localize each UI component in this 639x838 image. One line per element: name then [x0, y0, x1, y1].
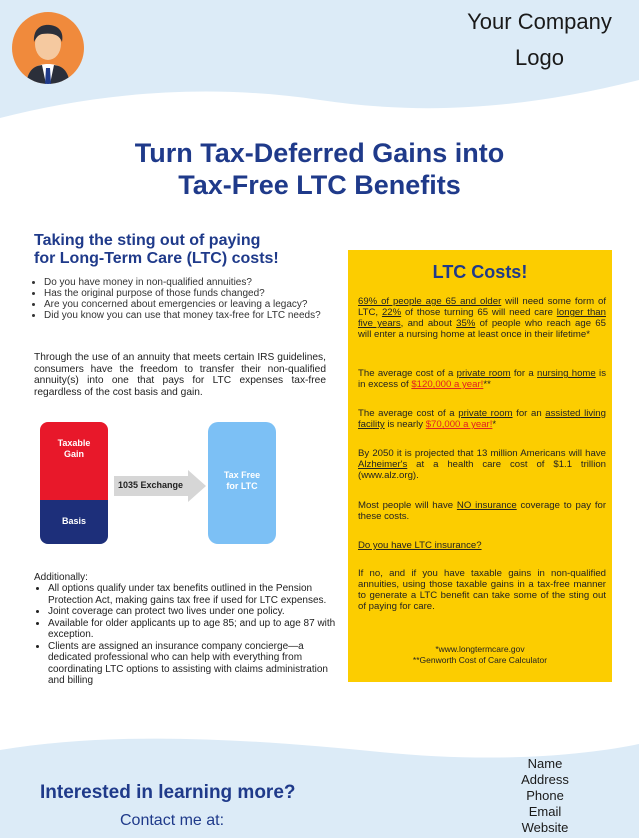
- exchange-label: 1035 Exchange: [118, 480, 184, 490]
- stat-text: Alzheimer's: [358, 459, 408, 470]
- stat-text: of people who reach age 65 will enter a nursing home at least once in their lifetime*: [358, 318, 606, 340]
- contact-phone: Phone: [526, 788, 564, 803]
- stat-text: nursing home: [537, 368, 596, 379]
- stat-text: $120,000 a year!: [411, 379, 484, 390]
- title-line-1: Turn Tax-Deferred Gains into: [134, 138, 505, 168]
- contact-email: Email: [528, 804, 562, 819]
- stat-text: is in excess of: [358, 368, 606, 390]
- benefit-item: • Available for older applicants up to age 85; and up to age 87 with exception.: [48, 618, 338, 641]
- stat-text: longer than five years: [358, 307, 606, 329]
- question-item: • Has the original purpose of those funds changed?: [44, 288, 344, 299]
- stat-text: at a health care cost of $1.1 trillion (www.alz.org).: [358, 459, 606, 481]
- stat-text: The average cost of a: [358, 408, 459, 419]
- company-logo-placeholder: Your Company Logo: [467, 9, 612, 70]
- footnotes: [348, 644, 612, 666]
- contact-name: Name: [527, 756, 563, 771]
- exchange-diagram: [34, 420, 334, 570]
- subheading-line-2: for Long-Term Care (LTC) costs!: [34, 250, 279, 267]
- intro-paragraph: Through the use of an annuity that meets certain IRS guidelines, consumers have the freedom to transfer their non-qualified annuity(s) into one that pays for LTC expenses tax-free regardless of the cost basis and gain.: [34, 352, 326, 398]
- section-heading: [34, 232, 334, 268]
- stat-text: for a: [510, 368, 537, 379]
- ltc-insurance-question: Do you have LTC insurance?: [358, 540, 482, 551]
- tax-free-label: Tax Free for LTC: [223, 470, 261, 491]
- stat-text: private room: [458, 408, 513, 419]
- stat-text: , and about: [400, 318, 457, 329]
- stat-text: *: [492, 419, 497, 430]
- footnote: **Genworth Cost of Care Calculator: [412, 655, 548, 665]
- contact-address: Address: [521, 772, 569, 787]
- ltc-costs-title: LTC Costs!: [432, 262, 528, 282]
- cta-heading: Interested in learning more?: [40, 782, 296, 803]
- stat-text: is nearly: [384, 419, 426, 430]
- benefit-item: • All options qualify under tax benefits outlined in the Pension Protection Act, making gains tax free if used for LTC expenses.: [48, 583, 338, 606]
- basis-label: Basis: [61, 516, 87, 526]
- stat-text: 69% of people age 65 and older: [358, 296, 502, 307]
- no-insurance-paragraph: [358, 500, 606, 522]
- stat-text: will need some form of LTC,: [358, 296, 606, 318]
- stat-text: **: [483, 379, 491, 390]
- nursing-home-cost-paragraph: [358, 368, 606, 390]
- stat-text: 35%: [456, 318, 476, 329]
- stat-text: private room: [456, 368, 511, 379]
- contact-website: Website: [521, 820, 569, 835]
- stat-text: assisted living facility: [358, 408, 606, 430]
- stat-text: coverage to pay for these costs.: [358, 500, 607, 522]
- footnote: *www.longtermcare.gov: [435, 644, 525, 654]
- question-item: • Are you concerned about emergencies or leaving a legacy?: [44, 299, 344, 310]
- stat-text: 22%: [381, 307, 402, 318]
- benefit-item: • Clients are assigned an insurance company concierge—a dedicated professional who can help with everything from coordinating LTC options to assisting with claims administration and billing: [48, 641, 338, 687]
- additionally-label: Additionally:: [34, 572, 88, 583]
- benefits-list: [34, 583, 338, 687]
- alzheimers-paragraph: [358, 448, 606, 481]
- assisted-living-cost-paragraph: [358, 408, 606, 430]
- contact-info: [500, 756, 590, 836]
- stat-text: $70,000 a year!: [425, 419, 493, 430]
- question-item: • Did you know you can use that money tax-free for LTC needs?: [44, 310, 344, 321]
- taxable-gain-block: [40, 422, 108, 500]
- stat-text: of those turning 65 will need care: [401, 307, 557, 318]
- ltc-stat-paragraph: [358, 296, 606, 340]
- stat-text: The average cost of a: [358, 368, 457, 379]
- page-title: [60, 137, 579, 201]
- subheading-line-1: Taking the sting out of paying: [34, 232, 261, 249]
- taxable-gain-label: Taxable Gain: [57, 438, 91, 459]
- closing-paragraph: If no, and if you have taxable gains in non-qualified annuities, using those taxable gains in a tax-free manner to generate a LTC benefit can take some of the sting out of paying for care.: [358, 568, 606, 612]
- title-line-2: Tax-Free LTC Benefits: [178, 170, 461, 200]
- question-item: • Do you have money in non-qualified annuities?: [44, 277, 344, 288]
- stat-text: By 2050 it is projected that 13 million Americans will have: [358, 448, 606, 459]
- question-list: [30, 277, 344, 321]
- stat-text: NO insurance: [456, 500, 517, 511]
- contact-label: Contact me at:: [120, 812, 225, 829]
- avatar: [12, 12, 84, 84]
- stat-text: Most people will have: [358, 500, 457, 511]
- benefit-item: • Joint coverage can protect two lives under one policy.: [48, 606, 338, 618]
- stat-text: for an: [512, 408, 546, 419]
- person-icon: [12, 12, 84, 84]
